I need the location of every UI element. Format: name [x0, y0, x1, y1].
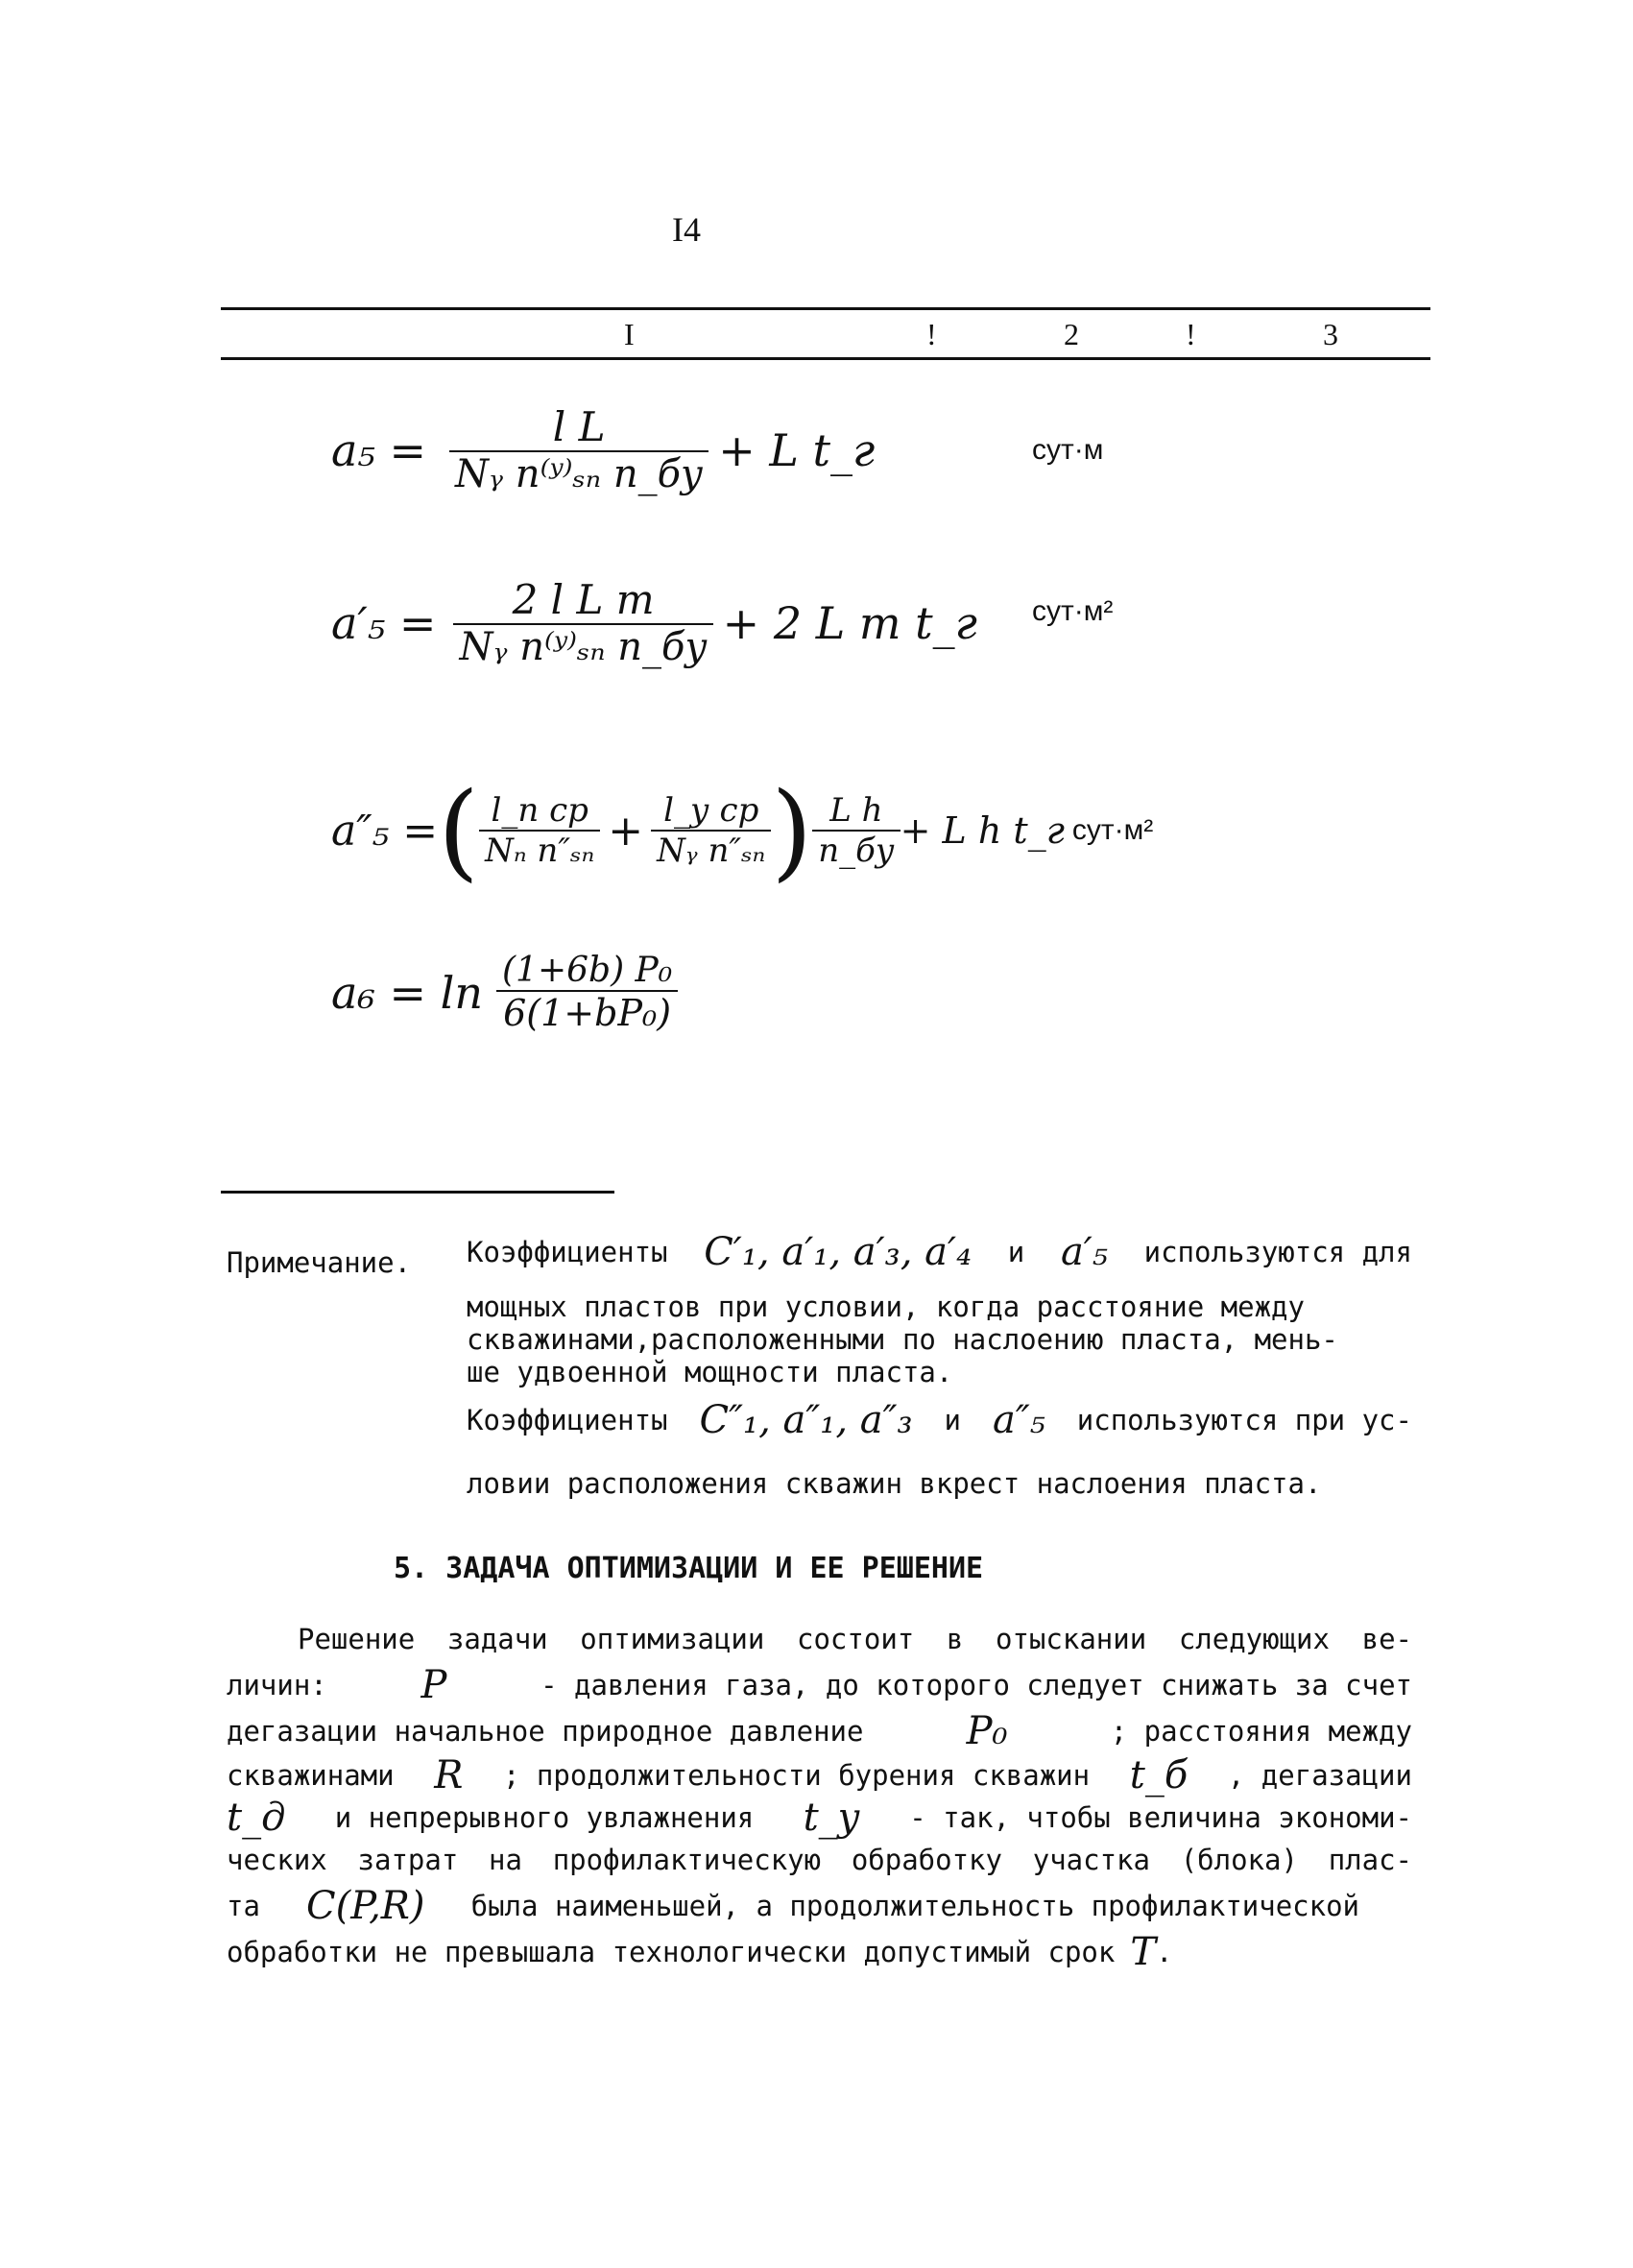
column-header-1: I — [624, 317, 635, 351]
line-8-text-a: обработки не превышала технологически допустимый срок — [227, 1936, 1116, 1968]
variable-p: P — [420, 1663, 447, 1707]
note-p2-line-2: ловии расположения скважин вкрест наслоения пласта. — [467, 1467, 1322, 1500]
formula-a5-dp-fraction-2 — [651, 791, 771, 870]
formula-a5-dp-fraction-1 — [479, 791, 600, 870]
line-7-text-b: была наименьшей, а продолжительность профилактической — [470, 1890, 1359, 1922]
section-heading: 5. ЗАДАЧА ОПТИМИЗАЦИИ И ЕЕ РЕШЕНИЕ — [394, 1552, 984, 1585]
note-p1-line-2: мощных пластов при условии, когда расстояние между — [467, 1291, 1305, 1323]
formula-a5-prime-denominator: Nᵧ n⁽ʸ⁾ₛₙ n_бу — [459, 625, 708, 669]
line-1-text: Решение задачи оптимизации состоит в отыскании следующих ве- — [298, 1623, 1412, 1655]
line-3-text-b: ; расстояния между — [1110, 1715, 1412, 1748]
line-4-text-a: скважинами — [227, 1759, 395, 1792]
formula-a5-prime-numerator: 2 l L m — [453, 576, 712, 625]
line-2-text-a: личин: — [227, 1669, 327, 1701]
note-line-2 — [467, 1397, 1412, 1443]
variable-t-drill: t_б — [1129, 1753, 1189, 1798]
paragraph-line-1 — [298, 1623, 1412, 1655]
paragraph-line-4 — [227, 1753, 1412, 1798]
formula-a5-dp-denominator-1: Nₙ n″ₛₙ — [485, 832, 595, 870]
paragraph-line-2 — [227, 1663, 1412, 1707]
column-header-3: 3 — [1323, 317, 1338, 351]
paragraph-line-5 — [227, 1796, 1412, 1840]
formula-a5-unit: сут·м — [1032, 434, 1104, 466]
table-top-rule — [221, 307, 1430, 310]
formula-a5-double-prime-lhs: a″₅ = — [331, 806, 439, 856]
left-paren: ( — [438, 769, 480, 892]
line-4-text-b: ; продолжительности бурения скважин — [503, 1759, 1091, 1792]
paragraph-line-8 — [227, 1930, 1173, 1974]
formula-a5-prime — [331, 576, 977, 669]
page-number: I4 — [672, 210, 701, 249]
note-p2-coefficient-last: a″₅ — [992, 1398, 1045, 1442]
note-p1-coefficient-last: a′₅ — [1060, 1230, 1108, 1274]
note-p1-start: Коэффициенты — [467, 1235, 668, 1268]
formula-a5-denominator: Nᵧ n⁽ʸ⁾ₛₙ n_бу — [455, 452, 704, 496]
variable-t-moist: t_у — [803, 1796, 860, 1840]
formula-a5-fraction — [449, 403, 708, 496]
variable-p0: P₀ — [966, 1709, 1008, 1753]
formula-a5-prime-lhs: a′₅ = — [331, 596, 437, 649]
note-p1-line-4: ше удвоенной мощности пласта. — [467, 1356, 953, 1388]
line-8-period: . — [1156, 1936, 1173, 1968]
right-paren: ) — [771, 769, 813, 892]
variable-c-pr: C(P,R) — [306, 1884, 425, 1928]
variable-t-degas: t_д — [227, 1796, 286, 1840]
formula-a5-tail: + L t_г — [718, 423, 876, 476]
note-p1-line-3: скважинами,расположенными по наслоению пласта, мень- — [467, 1323, 1338, 1356]
paragraph-line-7 — [227, 1884, 1359, 1928]
formula-a5 — [331, 403, 875, 496]
line-5-text-b: - так, чтобы величина экономи- — [909, 1801, 1412, 1834]
formula-a5-dp-denominator-2: Nᵧ n″ₛₙ — [657, 832, 766, 870]
variable-r: R — [434, 1753, 464, 1798]
formula-a6-numerator: (1+6b) P₀ — [496, 951, 678, 992]
line-7-text-a: та — [227, 1890, 260, 1922]
table-header-rule — [221, 357, 1430, 360]
column-separator-1: ! — [926, 317, 937, 351]
formula-a5-prime-unit: сут·м² — [1032, 595, 1114, 627]
formula-a6-lhs: a₆ = ln — [331, 966, 483, 1019]
formula-a6 — [331, 951, 678, 1034]
formula-a5-double-prime-unit: сут·м² — [1071, 814, 1154, 846]
note-p2-end: используются при ус- — [1076, 1403, 1412, 1436]
note-p2-coefficients: C″₁, a″₁, a″₃ — [699, 1398, 913, 1442]
line-3-text-a: дегазации начальное природное давление — [227, 1715, 864, 1748]
formula-a5-prime-tail: + 2 L m t_г — [722, 596, 977, 649]
formula-a5-dp-numerator-2: l_у ср — [651, 791, 771, 832]
formula-a5-dp-denominator-3: n_бу — [818, 832, 895, 870]
note-line-1 — [467, 1229, 1412, 1275]
note-p1-coefficients: C′₁, a′₁, a′₃, a′₄ — [704, 1230, 973, 1274]
paragraph-line-3 — [227, 1709, 1412, 1753]
formula-a6-denominator: 6(1+bP₀) — [503, 992, 672, 1034]
footnote-rule — [221, 1191, 614, 1194]
formula-a5-prime-fraction — [453, 576, 712, 669]
formula-a6-fraction — [496, 951, 678, 1034]
note-label: Примечание. — [227, 1246, 412, 1279]
formula-a5-double-prime-tail: + L h t_г — [900, 809, 1065, 852]
line-4-text-c: , дегазации — [1227, 1759, 1412, 1792]
line-6-text: ческих затрат на профилактическую обработку участка (блока) плас- — [227, 1844, 1412, 1876]
formula-a5-dp-fraction-3 — [812, 791, 900, 870]
formula-a5-lhs: a₅ = — [331, 423, 427, 476]
formula-a5-numerator: l L — [449, 403, 708, 452]
line-5-text-a: и непрерывного увлажнения — [334, 1801, 755, 1834]
note-p1-end: используются для — [1143, 1235, 1412, 1268]
formula-a5-double-prime: a″₅ = ( $\frac{\text{l\_п ср}}{\text{Nₙ n″ₛₙ}}$ + $\frac{\text{l\_у ср}}{\text{Nᵧ n″ₛₙ}}$ ) $\frac{\text{L h}}{n\_бу}$ + L h t_г сут·м² — [331, 769, 1154, 892]
column-header-2: 2 — [1064, 317, 1079, 351]
line-2-text-b: - давления газа, до которого следует снижать за счет — [540, 1669, 1412, 1701]
column-separator-2: ! — [1186, 317, 1196, 351]
formula-a5-dp-numerator-3: L h — [812, 791, 900, 832]
formula-a5-dp-numerator-1: l_п ср — [479, 791, 600, 832]
note-p2-start: Коэффициенты — [467, 1403, 668, 1436]
variable-t-limit: T — [1130, 1930, 1157, 1974]
note-p2-and: и — [944, 1403, 962, 1436]
paragraph-line-6 — [227, 1844, 1412, 1876]
note-p1-and: и — [1007, 1235, 1025, 1268]
